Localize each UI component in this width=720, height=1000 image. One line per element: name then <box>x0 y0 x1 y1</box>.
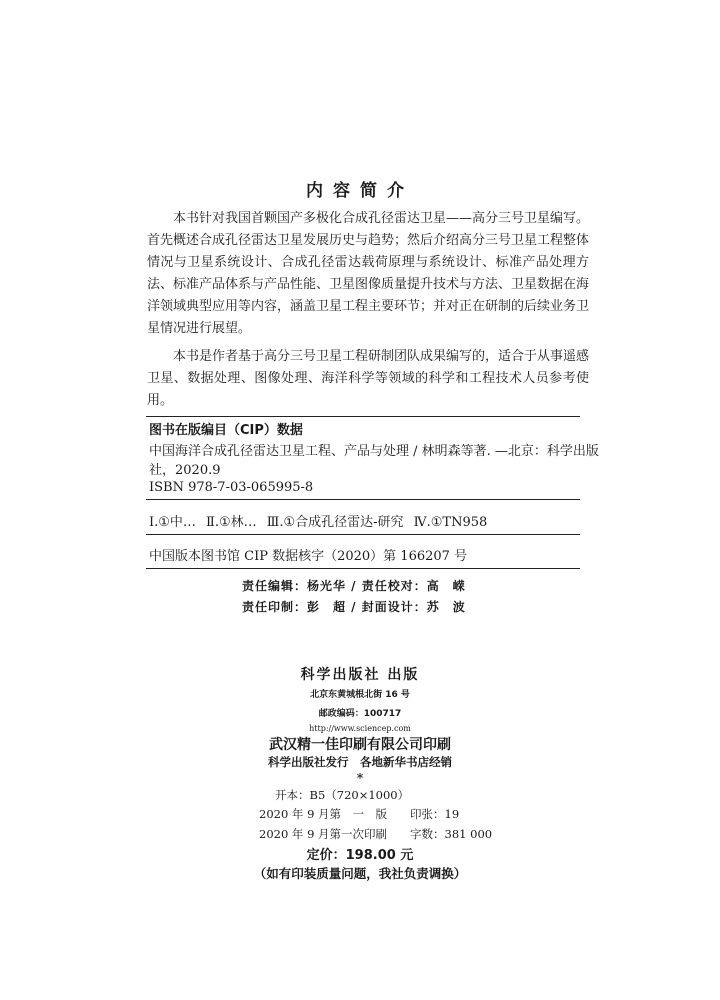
publisher-name: 科学出版社 出版 <box>300 667 420 683</box>
section-title: 内容简介 <box>306 181 414 201</box>
book-format: 开本：B5（720×1000） <box>275 788 410 802</box>
cip-isbn: ISBN 978-7-03-065995-8 <box>149 480 314 495</box>
postcode: 邮政编码：100717 <box>318 709 402 719</box>
cip-number: 中国版本图书馆 CIP 数据核字（2020）第 166207 号 <box>149 549 468 564</box>
printing-line: 2020 年 9 月第一次印刷 字数：381 000 <box>259 827 493 841</box>
cip-lower-rule <box>146 534 580 535</box>
printer: 武汉精一佳印刷有限公司印刷 <box>269 737 451 753</box>
cip-title-line-2: 社，2020.9 <box>149 463 221 478</box>
cip-top-rule <box>146 416 580 417</box>
quality-notice: （如有印装质量问题，我社负责调换） <box>253 866 467 881</box>
intro-paragraph-1: 本书针对我国首颗国产多极化合成孔径雷达卫星——高分三号卫星编写。首先概述合成孔径雷达卫星发展历史与趋势；然后介绍高分三号卫星工程整体情况与卫星系统设计、合成孔径雷达载荷原理与系统设计、标准产品处理方法、标准产品体系与产品性能、卫星图像质量提升技术与方法、卫星数据在海洋领域典型应用等内容，涵盖卫星工程主要环节；并对正在研制的后续业务卫星情况进行展望。 <box>147 211 590 336</box>
editor-credits: 责任编辑：杨光华 / 责任校对：高 嵘 <box>242 579 466 593</box>
publisher-url: http://www.sciencep.com <box>309 724 411 733</box>
publisher-address: 北京东黄城根北街 16 号 <box>310 690 410 700</box>
price: 定价：198.00 元 <box>306 848 414 863</box>
intro-paragraph-2: 本书是作者基于高分三号卫星工程研制团队成果编写的，适合于从事遥感卫星、数据处理、图像处理、海洋科学等领域的科学和工程技术人员参考使用。 <box>147 349 590 408</box>
distribution: 科学出版社发行 各地新华书店经销 <box>268 755 452 769</box>
cip-heading: 图书在版编目（CIP）数据 <box>149 423 303 438</box>
cip-bottom-rule <box>146 568 580 569</box>
cip-mid-rule <box>146 499 580 500</box>
production-credits: 责任印制：彭 超 / 封面设计：苏 波 <box>242 600 466 614</box>
edition-line: 2020 年 9 月第 一 版 印张：19 <box>259 807 460 821</box>
separator-asterisk: * <box>356 771 364 785</box>
cip-classification: Ⅰ.①中… Ⅱ.①林… Ⅲ.①合成孔径雷达-研究 Ⅳ.①TN958 <box>149 515 488 530</box>
cip-title-line-1: 中国海洋合成孔径雷达卫星工程、产品与处理 / 林明森等著. —北京：科学出版 <box>149 444 599 459</box>
